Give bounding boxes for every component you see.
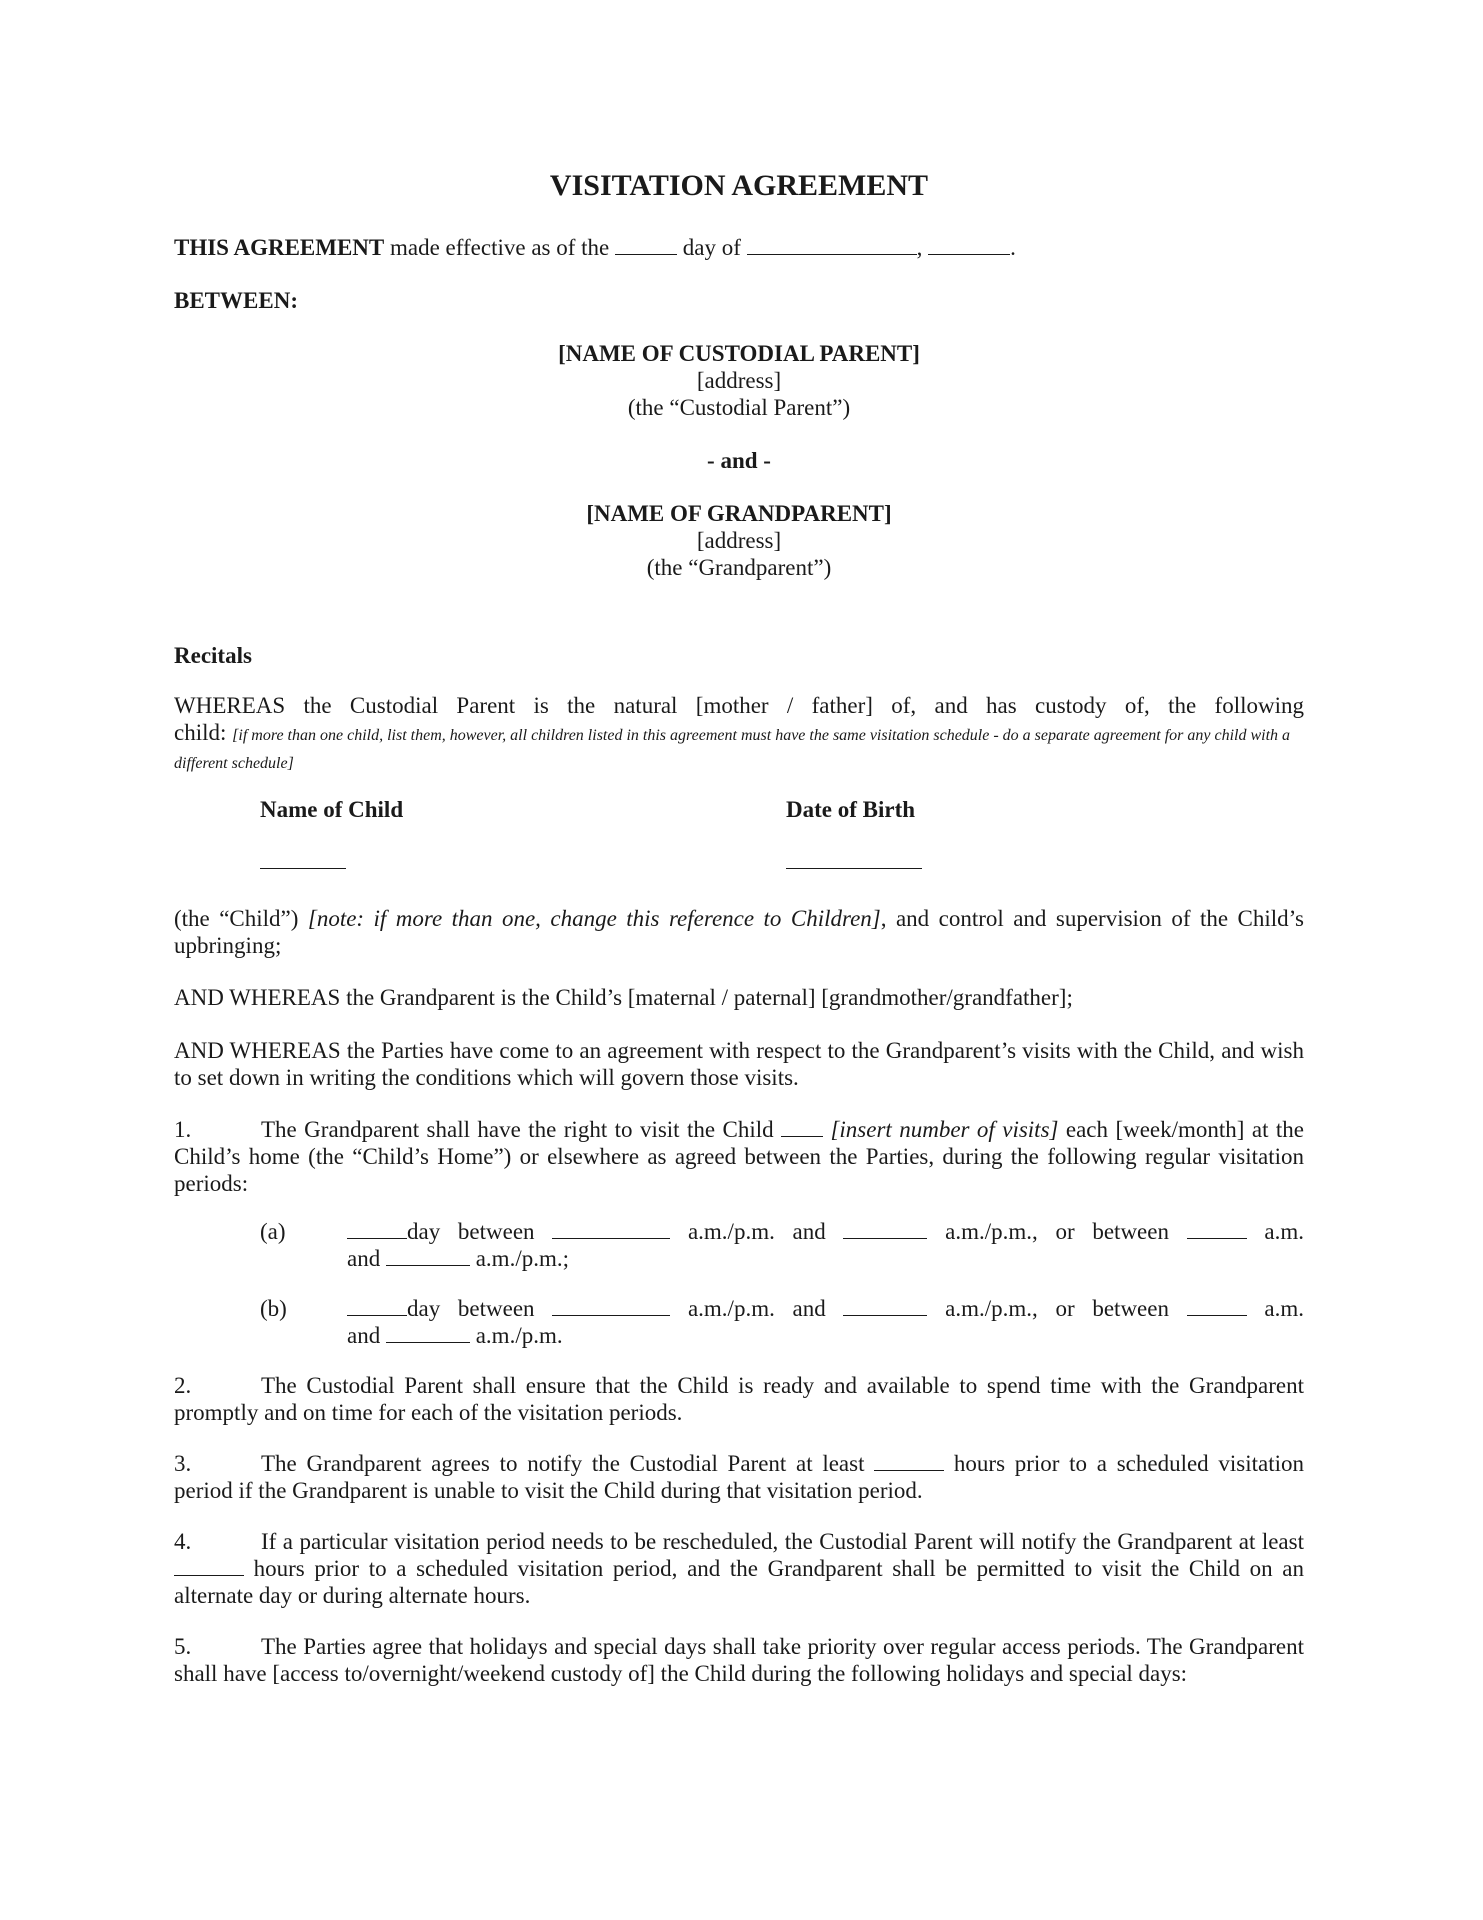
clause-1-sub-a bbox=[260, 1218, 1304, 1272]
col-name-of-child: Name of Child bbox=[260, 797, 404, 822]
year-blank bbox=[928, 234, 1010, 255]
sub-b-time2-blank bbox=[843, 1295, 927, 1316]
sub-b-time1-blank bbox=[552, 1295, 670, 1316]
clause-3-text-a: The Grandparent agrees to notify the Custodial Parent at least bbox=[261, 1451, 865, 1476]
sub-b-line1 bbox=[347, 1295, 1304, 1322]
clause-4-text-a: If a particular visitation period needs to be rescheduled, the Custodial Parent will notify the Grandparent at least bbox=[261, 1529, 1304, 1554]
sub-b-ampm-and: a.m./p.m. and bbox=[687, 1296, 826, 1321]
intro-text-2: day of bbox=[682, 235, 741, 260]
clause-4-number: 4. bbox=[174, 1529, 192, 1554]
clause-1-text-b: each [week/month] at the Child’s home (the “Child’s Home”) or elsewhere as agreed between the Parties, during the following regular visitation periods: bbox=[174, 1117, 1304, 1196]
sub-b-day-text: day between bbox=[407, 1296, 535, 1321]
visits-count-blank bbox=[781, 1116, 823, 1137]
clause-3-number: 3. bbox=[174, 1451, 192, 1476]
reschedule-hours-blank bbox=[174, 1555, 244, 1576]
sub-b-end: a.m./p.m. bbox=[475, 1323, 563, 1348]
party-custodial-parent bbox=[174, 340, 1304, 421]
sub-a-time3-blank bbox=[1187, 1218, 1247, 1239]
grandparent-name: [NAME OF GRANDPARENT] bbox=[586, 501, 892, 526]
child-name-blank bbox=[260, 848, 346, 869]
whereas-1-line1: WHEREAS the Custodial Parent is the natural [mother / father] of, and has custody of, the following bbox=[174, 693, 1304, 718]
clause-1-text-a: The Grandparent shall have the right to visit the Child bbox=[261, 1117, 774, 1142]
col-date-of-birth: Date of Birth bbox=[786, 797, 916, 822]
recitals-heading: Recitals bbox=[174, 643, 252, 668]
clause-1-number: 1. bbox=[174, 1117, 192, 1142]
sub-b-day-blank bbox=[347, 1295, 407, 1316]
clause-4 bbox=[174, 1528, 1304, 1609]
intro-line bbox=[174, 234, 1304, 261]
clause-5 bbox=[174, 1633, 1304, 1687]
clause-4-text-b: hours prior to a scheduled visitation period, and the Grandparent shall be permitted to visit the Child on an alternate day or during alternate hours. bbox=[174, 1556, 1304, 1608]
sub-b-time3-blank bbox=[1187, 1295, 1247, 1316]
and-separator: - and - bbox=[707, 448, 771, 473]
sub-b-time4-blank bbox=[386, 1322, 470, 1343]
intro-period: . bbox=[1010, 235, 1016, 260]
sub-a-day-text: day between bbox=[407, 1219, 535, 1244]
clause-1-sub-b bbox=[260, 1295, 1304, 1349]
notify-hours-blank bbox=[874, 1450, 944, 1471]
clause-2-text: The Custodial Parent shall ensure that the Child is ready and available to spend time with the Grandparent promptly and on time for each of the visitation periods. bbox=[174, 1373, 1304, 1425]
clause-3-text-b: hours prior to a scheduled visitation period if the Grandparent is unable to visit the Child during that visitation period. bbox=[174, 1451, 1304, 1503]
sub-a-label: (a) bbox=[260, 1219, 286, 1244]
whereas-2: AND WHEREAS the Grandparent is the Child’s [maternal / paternal] [grandmother/grandfather]; bbox=[174, 985, 1073, 1010]
sub-b-line2 bbox=[347, 1322, 1304, 1349]
clause-2-number: 2. bbox=[174, 1373, 192, 1398]
clause-5-text: The Parties agree that holidays and special days shall take priority over regular access periods. The Grandparent shall have [access to/overnight/weekend custody of] the Child during the following holidays and special days: bbox=[174, 1634, 1304, 1686]
whereas-1-continued bbox=[174, 719, 1304, 775]
sub-a-time1-blank bbox=[552, 1218, 670, 1239]
clause-5-number: 5. bbox=[174, 1634, 192, 1659]
clause-2 bbox=[174, 1372, 1304, 1426]
grandparent-role: (the “Grandparent”) bbox=[646, 555, 832, 580]
sub-a-ampm-or: a.m./p.m., or between bbox=[945, 1219, 1169, 1244]
between-label: BETWEEN: bbox=[174, 288, 298, 313]
child-dob-blank bbox=[786, 848, 922, 869]
sub-a-and: and bbox=[347, 1246, 381, 1271]
sub-a-line1 bbox=[347, 1218, 1304, 1245]
clause-3 bbox=[174, 1450, 1304, 1504]
clause-1-note: [insert number of visits] bbox=[830, 1117, 1059, 1142]
grandparent-address: [address] bbox=[696, 528, 782, 553]
intro-comma: , bbox=[916, 235, 923, 260]
sub-a-am: a.m. bbox=[1264, 1219, 1304, 1244]
sub-a-time2-blank bbox=[843, 1218, 927, 1239]
month-blank bbox=[747, 234, 917, 255]
whereas-1-note: [if more than one child, list them, however, all children listed in this agreement must have the same visitation schedule - do a separate agreement for any child with a different schedule] bbox=[174, 727, 1291, 772]
child-ref-a: (the “Child”) bbox=[174, 906, 299, 931]
child-reference bbox=[174, 905, 1304, 959]
party-grandparent bbox=[174, 500, 1304, 581]
sub-b-am: a.m. bbox=[1264, 1296, 1304, 1321]
whereas-1-child: child: bbox=[174, 720, 227, 745]
sub-a-line2 bbox=[347, 1245, 1304, 1272]
intro-lead: THIS AGREEMENT bbox=[174, 235, 385, 260]
custodial-parent-name: [NAME OF CUSTODIAL PARENT] bbox=[558, 341, 920, 366]
whereas-3: AND WHEREAS the Parties have come to an agreement with respect to the Grandparent’s visits with the Child, and wish to set down in writing the conditions which will govern those visits. bbox=[174, 1038, 1304, 1090]
day-blank bbox=[615, 234, 677, 255]
intro-text-1: made effective as of the bbox=[390, 235, 610, 260]
sub-b-label: (b) bbox=[260, 1296, 287, 1321]
sub-b-and: and bbox=[347, 1323, 381, 1348]
sub-b-ampm-or: a.m./p.m., or between bbox=[945, 1296, 1169, 1321]
sub-a-time4-blank bbox=[386, 1245, 470, 1266]
sub-a-end: a.m./p.m.; bbox=[475, 1246, 569, 1271]
document-title: VISITATION AGREEMENT bbox=[549, 169, 929, 202]
custodial-parent-address: [address] bbox=[696, 368, 782, 393]
child-ref-b: , and control and supervision of the Child’s upbringing; bbox=[174, 906, 1304, 958]
clause-1 bbox=[174, 1116, 1304, 1197]
sub-a-ampm-and: a.m./p.m. and bbox=[687, 1219, 826, 1244]
child-ref-note: [note: if more than one, change this reference to Children] bbox=[307, 906, 881, 931]
sub-a-day-blank bbox=[347, 1218, 407, 1239]
custodial-parent-role: (the “Custodial Parent”) bbox=[627, 395, 851, 420]
